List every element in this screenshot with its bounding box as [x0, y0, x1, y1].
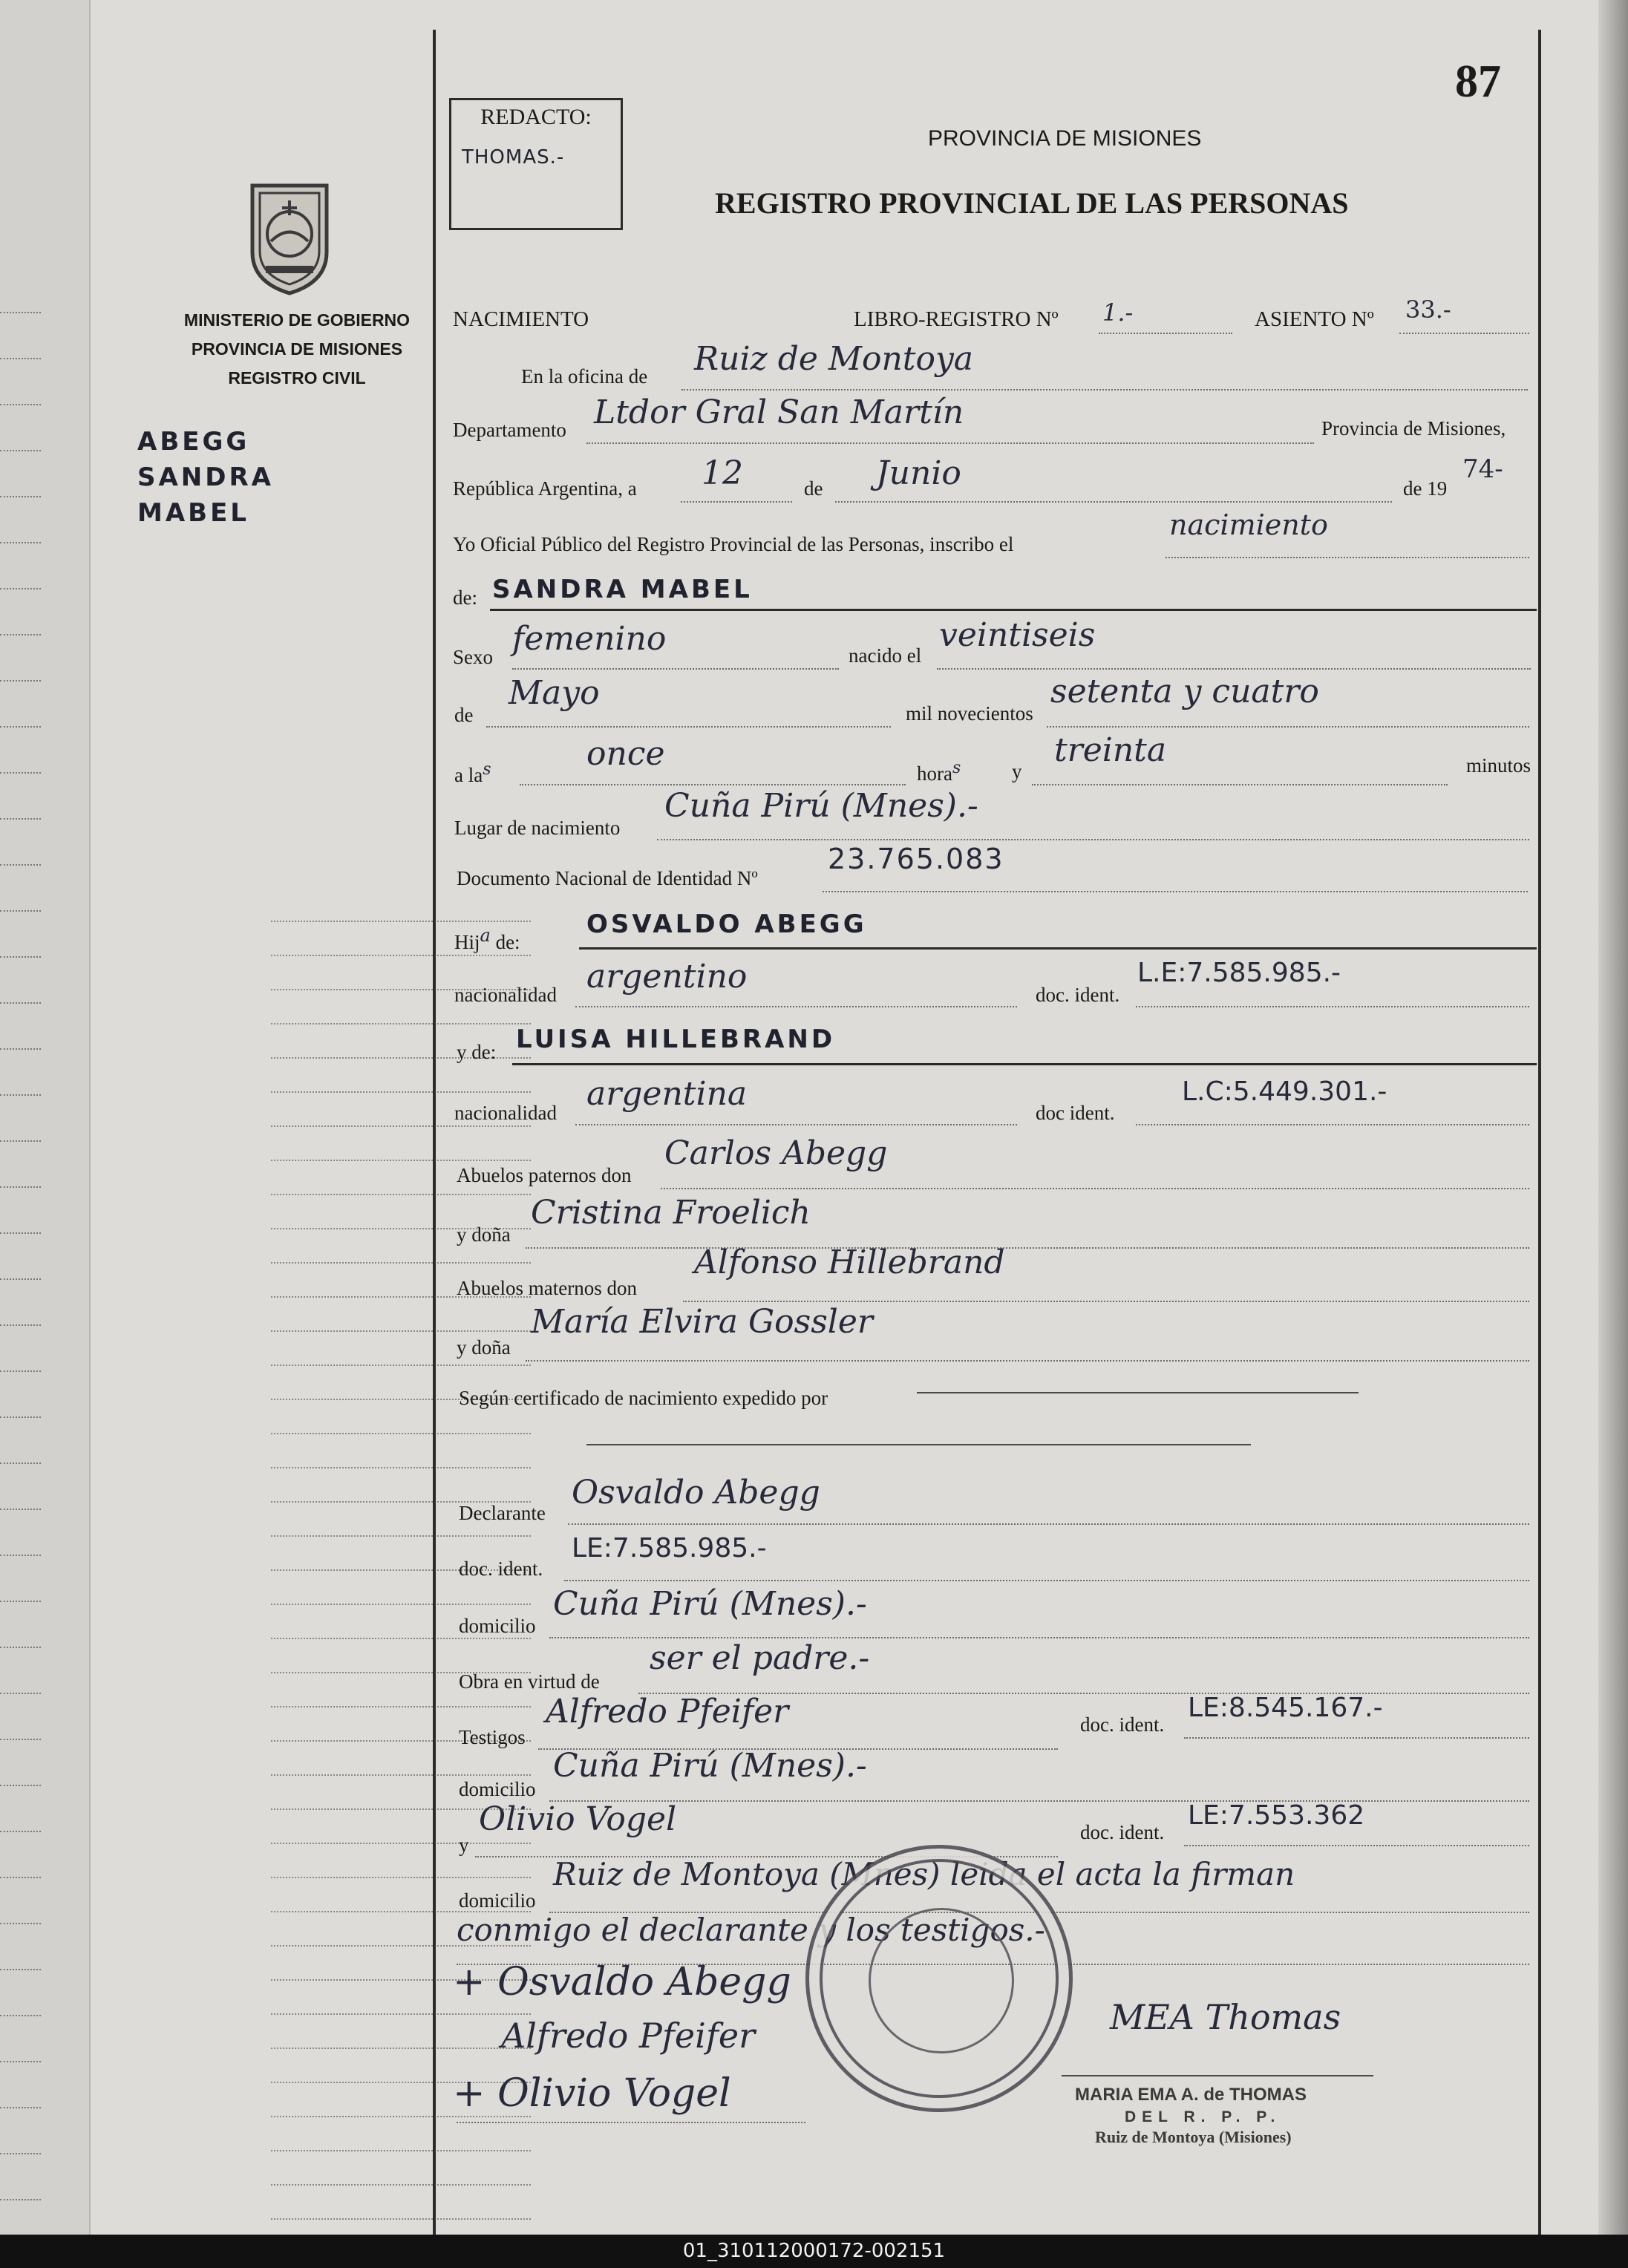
republica-label: República Argentina, a [453, 477, 637, 500]
ruled-line [0, 1370, 41, 1372]
libro-value: 1.- [1102, 298, 1134, 327]
signature-testigo2: + Olivio Vogel [453, 2071, 731, 2116]
oficina-dots [681, 389, 1528, 390]
mil-label: mil novecientos [906, 702, 1033, 725]
madre-nac-dots [575, 1124, 1017, 1125]
testigo1-dom-label: domicilio [459, 1778, 536, 1800]
image-id-bar: 01_310112000172-002151 [0, 2235, 1628, 2268]
dni-label: Documento Nacional de Identidad Nº [457, 867, 758, 889]
official-signature: MEA Thomas [1110, 1997, 1341, 2037]
testigo2-dom-label: domicilio [459, 1889, 536, 1912]
dia-value: 12 [702, 454, 743, 492]
ministry-line-2: PROVINCIA DE MISIONES [191, 339, 403, 359]
margin-first-name: SANDRA [137, 463, 274, 492]
padre-value: OSVALDO ABEGG [586, 909, 867, 939]
mes-nac-dots [486, 726, 891, 728]
a-la-suffix: s [483, 760, 491, 779]
ruled-line [0, 450, 41, 451]
ruled-line [0, 2015, 41, 2016]
horas-text: hora [917, 762, 952, 785]
abuelo-p-label: Abuelos paternos don [457, 1164, 632, 1186]
page-edge-shadow [1598, 0, 1628, 2235]
testigo1-doc-label: doc. ident. [1080, 1713, 1165, 1736]
padre-doc-dots [1136, 1006, 1529, 1007]
testigo2-doc-dots [1184, 1845, 1529, 1846]
oficina-value: Ruiz de Montoya [694, 340, 974, 378]
hij-suffix: a [480, 925, 491, 946]
abuelo-p-dots [661, 1188, 1529, 1189]
ruled-line [0, 588, 41, 589]
declarante-doc-value: LE:7.585.985.- [572, 1533, 767, 1563]
header-registry: REGISTRO PROVINCIAL DE LAS PERSONAS [715, 186, 1349, 220]
ruled-line [0, 726, 41, 728]
departamento-dots [586, 442, 1314, 444]
testigo1-doc-dots [1184, 1737, 1529, 1739]
official-name: MARIA EMA A. de THOMAS [1075, 2085, 1307, 2105]
ruled-line [0, 1048, 41, 1050]
record-type-label: NACIMIENTO [453, 307, 589, 331]
ruled-line [0, 1693, 41, 1694]
ruled-line [0, 910, 41, 912]
mil-dots [1047, 726, 1529, 728]
a-la-text: a la [454, 764, 483, 786]
ministry-line-1: MINISTERIO DE GOBIERNO [183, 310, 411, 330]
ruled-line [0, 1969, 41, 1970]
abuelo-m-dots [683, 1301, 1529, 1302]
page-number: 87 [1455, 56, 1501, 107]
sexo-label: Sexo [453, 646, 493, 668]
redacto-box [449, 98, 623, 230]
padre-nac-value: argentino [586, 958, 748, 996]
abuela-p-dots [526, 1247, 1529, 1249]
testigo2-doc-label: doc. ident. [1080, 1821, 1165, 1843]
anio-label: de 19 [1403, 477, 1448, 500]
testigo1-doc-value: LE:8.545.167.- [1188, 1693, 1383, 1723]
hij-text: Hij [454, 931, 480, 953]
dia-dots [681, 501, 792, 503]
declarante-doc-dots [564, 1580, 1529, 1581]
signature-line [457, 2122, 805, 2123]
ruled-line [0, 772, 41, 774]
a-la-label [454, 760, 491, 787]
ruled-line [0, 2061, 41, 2062]
nacido-dots [937, 668, 1531, 670]
madre-doc-value: L.C:5.449.301.- [1182, 1076, 1387, 1107]
segun-line-2 [586, 1444, 1251, 1445]
ruled-line [0, 1509, 41, 1510]
padre-underline [579, 947, 1537, 950]
nombre-underline [490, 609, 1537, 611]
ruled-line [0, 680, 41, 682]
sexo-value: femenino [512, 620, 667, 658]
horas-suffix: s [952, 759, 961, 777]
ruled-line [0, 404, 41, 405]
abuela-p-label: y doña [457, 1223, 511, 1246]
redacto-label: REDACTO: [480, 105, 592, 129]
madre-doc-dots [1136, 1124, 1529, 1125]
minutos-value: treinta [1054, 731, 1167, 769]
abuela-p-value: Cristina Froelich [531, 1194, 811, 1232]
ruled-line [0, 1416, 41, 1418]
official-place: Ruiz de Montoya (Misiones) [1095, 2128, 1292, 2146]
oficial-dots [1166, 557, 1529, 558]
abuela-m-label: y doña [457, 1336, 511, 1359]
mes-dots [835, 501, 1392, 503]
ruled-line [0, 1094, 41, 1096]
asiento-dots [1399, 333, 1529, 334]
oficial-label: Yo Oficial Público del Registro Provincial de las Personas, inscribo el [453, 533, 1014, 555]
oficina-label: En la oficina de [521, 365, 648, 388]
mes-nac-value: Mayo [509, 674, 600, 712]
asiento-label: ASIENTO Nº [1255, 307, 1374, 331]
declarante-dom-dots [549, 1637, 1529, 1638]
testigo1-dom-value: Cuña Pirú (Mnes).- [553, 1747, 867, 1785]
hora-value: once [586, 735, 665, 773]
ruled-line [0, 2199, 41, 2200]
abuelo-p-value: Carlos Abegg [664, 1134, 888, 1172]
y-minutes-label: y [1012, 760, 1022, 782]
departamento-value: Ltdor Gral San Martín [594, 393, 964, 431]
ruled-line [0, 1739, 41, 1740]
ruled-line [0, 312, 41, 313]
ruled-line [0, 1324, 41, 1326]
hij-label [454, 925, 520, 954]
ruled-line [0, 496, 41, 497]
signature-testigo1: Alfredo Pfeifer [501, 2016, 756, 2056]
ruled-line [0, 1647, 41, 1648]
departamento-label: Departamento [453, 419, 566, 441]
ruled-line [0, 818, 41, 820]
ruled-line [0, 358, 41, 359]
hora-dots [520, 784, 906, 785]
dni-dots [823, 891, 1528, 892]
declarante-dom-value: Cuña Pirú (Mnes).- [553, 1585, 867, 1623]
ruled-line [0, 2153, 41, 2154]
declarante-label: Declarante [459, 1502, 546, 1524]
madre-nac-label: nacionalidad [454, 1102, 557, 1124]
ruled-line [0, 1923, 41, 1924]
abuelo-m-label: Abuelos maternos don [457, 1277, 637, 1299]
madre-y-de-label: y de: [457, 1041, 497, 1063]
continuation-value: conmigo el declarante y los testigos.- [457, 1912, 1045, 1948]
mil-value: setenta y cuatro [1050, 673, 1319, 710]
declarante-dom-label: domicilio [459, 1615, 536, 1637]
ruled-line [0, 956, 41, 958]
lugar-label: Lugar de nacimiento [454, 817, 621, 839]
testigos-label: Testigos [459, 1726, 526, 1748]
padre-doc-value: L.E:7.585.985.- [1137, 958, 1341, 988]
header-province: PROVINCIA DE MISIONES [928, 126, 1202, 151]
oficial-value: nacimiento [1169, 509, 1328, 541]
padre-doc-label: doc. ident. [1036, 984, 1120, 1006]
nacido-label: nacido el [849, 644, 922, 667]
ruled-line [0, 1278, 41, 1280]
testigo2-doc-value: LE:7.553.362 [1188, 1800, 1365, 1831]
minutos-dots [1032, 784, 1448, 785]
margin-middle-name: MABEL [137, 498, 249, 528]
padre-nac-dots [575, 1006, 1017, 1007]
obra-label: Obra en virtud de [459, 1670, 600, 1693]
official-stamp-icon [805, 1845, 1073, 2112]
hij-de-text: de: [495, 931, 520, 953]
official-sig-rule [1062, 2075, 1373, 2076]
ruled-line [0, 1555, 41, 1556]
ruled-line [0, 1785, 41, 1786]
libro-label: LIBRO-REGISTRO Nº [854, 307, 1059, 331]
signature-declarante: + Osvaldo Abegg [453, 1960, 791, 2004]
madre-value: LUISA HILLEBRAND [516, 1024, 836, 1054]
anio-value: 74- [1462, 454, 1503, 484]
declarante-value: Osvaldo Abegg [572, 1474, 820, 1512]
provincia-label: Provincia de Misiones, [1321, 417, 1506, 439]
madre-underline [512, 1063, 1537, 1065]
madre-nac-value: argentina [586, 1075, 748, 1113]
ruled-line [0, 1002, 41, 1004]
ruled-line [0, 542, 41, 543]
previous-page-edge [0, 0, 91, 2235]
de-mes-label: de [804, 477, 823, 500]
libro-dots [1099, 333, 1232, 334]
asiento-value: 33.- [1405, 295, 1451, 324]
horas-label [917, 759, 961, 785]
abuela-m-value: María Elvira Gossler [531, 1303, 873, 1341]
lugar-dots [657, 839, 1529, 840]
testigo1-value: Alfredo Pfeifer [546, 1693, 789, 1731]
provincial-seal-icon [238, 171, 341, 297]
abuela-m-dots [526, 1360, 1529, 1362]
lugar-value: Cuña Pirú (Mnes).- [664, 787, 978, 825]
ruled-line [0, 1831, 41, 1832]
minutos-label: minutos [1466, 754, 1531, 777]
madre-doc-label: doc ident. [1036, 1102, 1115, 1124]
nombre-value: SANDRA MABEL [492, 575, 753, 604]
official-title: DEL R. P. P. [1125, 2108, 1281, 2125]
nombre-de-label: de: [453, 586, 477, 609]
segun-label: Según certificado de nacimiento expedido por [459, 1387, 828, 1409]
testigo1-dom-dots [549, 1800, 1529, 1802]
ruled-line [0, 634, 41, 635]
testigo2-dom-value: Ruiz de Montoya (Mnes) leida el acta la firman [553, 1856, 1295, 1892]
mes-value: Junio [876, 454, 961, 492]
nacido-value: veintiseis [939, 616, 1096, 654]
padre-nac-label: nacionalidad [454, 984, 557, 1006]
margin-surname: ABEGG [137, 427, 250, 457]
redacto-value: THOMAS.- [462, 146, 565, 169]
ruled-line [0, 1463, 41, 1464]
mes-nac-label: de [454, 704, 474, 726]
testigo2-y-label: y [459, 1834, 469, 1856]
segun-line-1 [917, 1392, 1359, 1393]
ruled-line [0, 1140, 41, 1142]
ruled-line [0, 1601, 41, 1602]
ministry-line-3: REGISTRO CIVIL [228, 368, 366, 388]
ruled-line [0, 2107, 41, 2108]
abuelo-m-value: Alfonso Hillebrand [694, 1244, 1005, 1281]
declarante-dots [568, 1523, 1529, 1525]
margin-column [100, 0, 434, 2235]
ruled-line [0, 864, 41, 866]
obra-value: ser el padre.- [650, 1639, 870, 1677]
ruled-line [0, 1186, 41, 1188]
ruled-line [0, 1877, 41, 1878]
declarante-doc-label: doc. ident. [459, 1558, 543, 1580]
sexo-dots [512, 668, 839, 670]
dni-value: 23.765.083 [828, 843, 1004, 875]
ruled-line [0, 1232, 41, 1234]
testigo2-value: Olivio Vogel [479, 1800, 677, 1838]
